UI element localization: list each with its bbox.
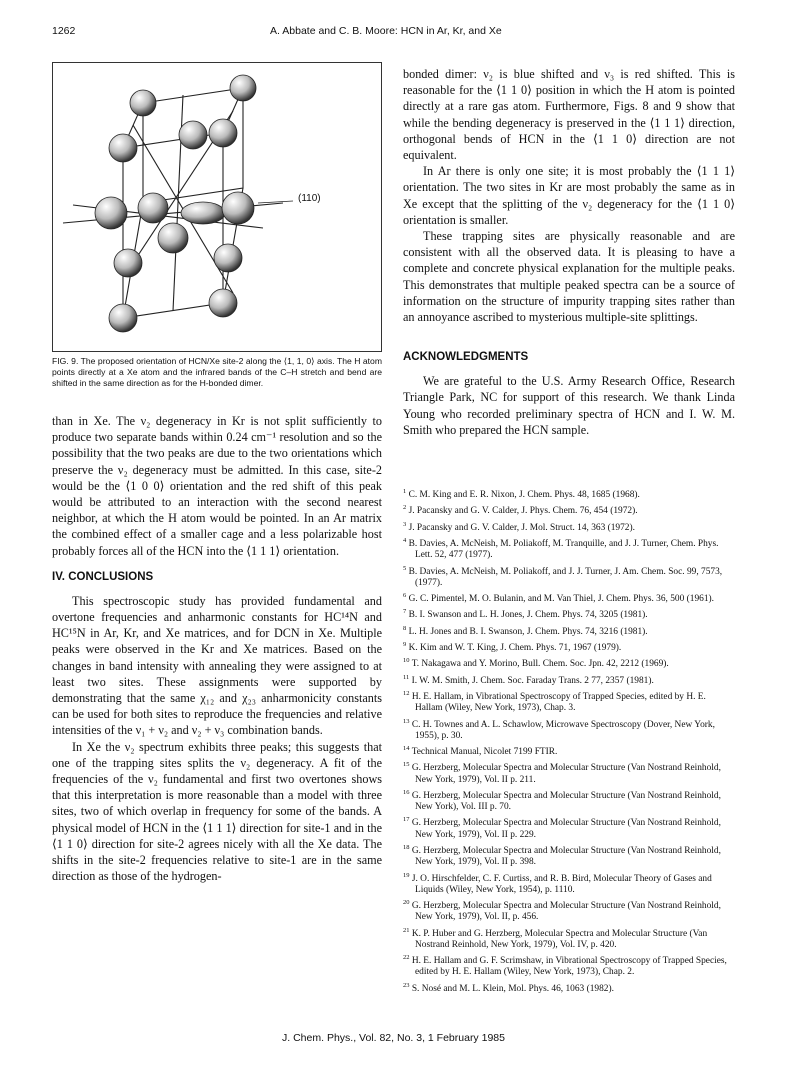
reference-text: K. P. Huber and G. Herzberg, Molecular Spectra and Molecular Structure (Van Nostrand Reinhold, New York, 1979), Vol. IV, p. 420.: [411, 928, 708, 950]
lattice-diagram: [53, 63, 383, 353]
page-number: 1262: [52, 25, 76, 37]
reference-number: 13: [403, 717, 410, 725]
figure-9: [52, 62, 382, 352]
reference-item: [403, 980, 735, 995]
reference-item: [403, 897, 735, 924]
section-heading-acknowledgments: ACKNOWLEDGMENTS: [403, 351, 529, 364]
reference-number: 11: [403, 673, 410, 681]
reference-text: J. O. Hirschfelder, C. F. Curtiss, and R. B. Bird, Molecular Theory of Gases and Liquids (Wiley, New York, 1954), p. 1110.: [411, 873, 712, 895]
reference-list: [403, 486, 735, 996]
reference-item: [403, 502, 735, 517]
reference-item: [403, 563, 735, 590]
left-paragraph-2: This spectroscopic study has provided fundamental and overtone frequencies and anharmonic constants for HC¹⁴N and HC¹⁵N in Ar, Kr, and Xe matrices, and for DCN in Xe. Multiple peaks were observed in the Kr and Xe matrices. Based on the changes in band intensity with annealing they were assigned to at least two sites. These assignments were supported by demonstrating that the same χ₁₂ and χ₂₃ anharmonicity constants can be used for both sites to reproduce the frequencies and relative intensities of the ν₁ + ν₂ and ν₂ + ν₃ combination bands.: [52, 593, 382, 738]
reference-number: 16: [403, 788, 410, 796]
acknowledgments-text: We are grateful to the U.S. Army Research Office, Research Triangle Park, NC for support of this research. We thank Linda Young who recorded preliminary spectra of HCN and I. W. M. Smith who prepared the HCN sample.: [403, 374, 735, 437]
reference-text: B. I. Swanson and L. H. Jones, J. Chem. Phys. 74, 3205 (1981).: [408, 610, 648, 621]
reference-number: 9: [403, 641, 407, 649]
reference-number: 19: [403, 871, 410, 879]
right-paragraph-1: bonded dimer: ν₂ is blue shifted and ν₃ is red shifted. This is reasonable for the ⟨1 1 0⟩ position in which the H atom is pointed directly at a rare gas atom. Furthermore, Figs. 8 and 9 show that while the bending degeneracy is preserved in the ⟨1 1 1⟩ direction, orthogonal bends of HCN in the ⟨1 1 0⟩ direction are not equivalent.: [403, 67, 735, 163]
reference-item: [403, 925, 735, 952]
left-paragraph-3: In Xe the ν₂ spectrum exhibits three peaks; this suggests that one of the trapping sites splits the ν₂ degeneracy. A fit of the frequencies of the ν₂ fundamental and first two overtones shows that this interpretation is more reasonable than a model with three sites, two of which overlap in frequency for some of the bands. A physical model of HCN in the ⟨1 1 1⟩ direction for site-1 and in the ⟨1 1 0⟩ direction for site-2 agrees nicely with all the Xe data. The shifts in the site-2 frequencies relative to site-1 are in the same direction as those of the hydrogen-: [52, 739, 382, 884]
reference-item: [403, 672, 735, 687]
reference-text: J. Pacansky and G. V. Calder, J. Mol. Struct. 14, 363 (1972).: [408, 522, 635, 533]
reference-item: [403, 870, 735, 897]
running-title: A. Abbate and C. B. Moore: HCN in Ar, Kr, and Xe: [270, 25, 502, 37]
left-paragraph-1: than in Xe. The ν₂ degeneracy in Kr is not split sufficiently to produce two separate bands within 0.24 cm⁻¹ resolution and so the possibility that the two peaks are due to the two orientations which preserve the ν₂ degeneracy must be admitted. In this case, site-2 would be the ⟨1 0 0⟩ orientation and the red shift of this peak would be attributed to an interaction with the second nearest neighbor, at which the H atom would be pointed. In an Ar matrix the combined effect of a smaller cage and a less polarizable host probably forces all of the HCN into the ⟨1 1 1⟩ orientation.: [52, 414, 382, 558]
reference-text: G. C. Pimentel, M. O. Bulanin, and M. Van Thiel, J. Chem. Phys. 36, 500 (1961).: [408, 594, 714, 605]
reference-number: 14: [403, 745, 410, 753]
reference-item: [403, 655, 735, 670]
reference-text: C. H. Townes and A. L. Schawlow, Microwave Spectroscopy (Dover, New York, 1955), p. 30.: [411, 719, 715, 741]
reference-text: K. Kim and W. T. King, J. Chem. Phys. 71, 1967 (1979).: [408, 643, 622, 654]
journal-footer: J. Chem. Phys., Vol. 82, No. 3, 1 February 1985: [282, 1032, 505, 1044]
reference-item: [403, 639, 735, 654]
reference-item: [403, 623, 735, 638]
right-paragraph-2: In Ar there is only one site; it is most probably the ⟨1 1 1⟩ orientation. The two sites in Kr are most probably the same as in Xe except that the splitting of the ν₂ degeneracy for the ⟨1 1 0⟩ orientation is smaller.: [403, 164, 735, 227]
reference-text: G. Herzberg, Molecular Spectra and Molecular Structure (Van Nostrand Reinhold, New York, 1979), Vol. II, p. 456.: [411, 901, 721, 923]
reference-number: 1: [403, 488, 407, 495]
reference-item: [403, 688, 735, 715]
reference-number: 21: [403, 926, 410, 934]
reference-text: I. W. M. Smith, J. Chem. Soc. Faraday Trans. 2 77, 2357 (1981).: [411, 675, 654, 686]
reference-item: [403, 606, 735, 621]
reference-number: 20: [403, 899, 410, 907]
reference-text: Technical Manual, Nicolet 7199 FTIR.: [411, 747, 558, 758]
reference-number: 7: [403, 608, 407, 616]
figure-caption: FIG. 9. The proposed orientation of HCN/Xe site-2 along the ⟨1, 1, 0⟩ axis. The H atom points directly at a Xe atom and the infrared bands of the C–H stretch and bend are shifted in the same direction as for the H-bonded dimer.: [52, 356, 382, 388]
reference-number: 12: [403, 690, 410, 698]
reference-number: 15: [403, 761, 410, 769]
reference-number: 23: [403, 981, 410, 989]
reference-item: [403, 842, 735, 869]
reference-text: G. Herzberg, Molecular Spectra and Molecular Structure (Van Nostrand Reinhold, New York, 1979), Vol. II p. 229.: [411, 818, 721, 840]
left-column: [52, 413, 382, 884]
reference-number: 22: [403, 954, 410, 962]
reference-number: 8: [403, 624, 407, 632]
reference-item: [403, 716, 735, 743]
reference-number: 18: [403, 844, 410, 851]
reference-text: G. Herzberg, Molecular Spectra and Molecular Structure (Van Nostrand Reinhold, New York, 1979), Vol. II p. 211.: [411, 763, 721, 785]
section-heading-conclusions: IV. CONCLUSIONS: [52, 570, 154, 583]
reference-text: S. Nosé and M. L. Klein, Mol. Phys. 46, 1063 (1982).: [411, 983, 614, 994]
reference-item: [403, 519, 735, 534]
reference-text: T. Nakagawa and Y. Morino, Bull. Chem. Soc. Jpn. 42, 2212 (1969).: [411, 659, 669, 670]
reference-text: C. M. King and E. R. Nixon, J. Chem. Phys. 48, 1685 (1968).: [408, 490, 640, 501]
reference-item: [403, 590, 735, 605]
reference-number: 10: [403, 657, 410, 665]
reference-number: 3: [403, 520, 407, 528]
reference-text: H. E. Hallam and G. F. Scrimshaw, in Vibrational Spectroscopy of Trapped Species, edited by H. E. Hallam (Wiley, New York, 1973), Chap. 2.: [411, 956, 727, 978]
reference-item: [403, 787, 735, 814]
reference-text: L. H. Jones and B. I. Swanson, J. Chem. Phys. 74, 3216 (1981).: [408, 626, 648, 637]
reference-number: 6: [403, 592, 407, 600]
right-paragraph-3: These trapping sites are physically reasonable and are consistent with all the observed data. It is pleasing to have a complete and concrete physical explanation for the multiple peaks. This demonstrates that multiple peaked spectra can be a source of information on the structure of impurity trapping sites rather than an annoyance ascribed to mysterious multiple-site splittings.: [403, 229, 735, 325]
reference-text: H. E. Hallam, in Vibrational Spectroscopy of Trapped Species, edited by H. E. Hallam (Wiley, New York, 1973), Chap. 3.: [411, 692, 706, 714]
figure-axis-label: (110): [298, 193, 321, 204]
reference-item: [403, 814, 735, 841]
reference-item: [403, 535, 735, 562]
reference-number: 5: [403, 564, 407, 572]
reference-text: G. Herzberg, Molecular Spectra and Molecular Structure (Van Nostrand Reinhold, New York), Vol. III p. 70.: [411, 791, 721, 813]
reference-number: 4: [403, 536, 407, 544]
right-column: [403, 66, 735, 438]
reference-text: B. Davies, A. McNeish, M. Poliakoff, and J. J. Turner, J. Am. Chem. Soc. 99, 7573, (1977).: [408, 566, 723, 588]
reference-number: 17: [403, 816, 410, 824]
reference-text: B. Davies, A. McNeish, M. Poliakoff, M. Tranquille, and J. J. Turner, Chem. Phys. Lett. 52, 477 (1977).: [408, 539, 719, 561]
reference-item: [403, 952, 735, 979]
reference-item: [403, 743, 735, 758]
reference-text: J. Pacansky and G. V. Calder, J. Phys. Chem. 76, 454 (1972).: [408, 506, 638, 517]
reference-text: G. Herzberg, Molecular Spectra and Molecular Structure (Van Nostrand Reinhold, New York, 1979), Vol. II p. 398.: [411, 846, 721, 868]
reference-number: 2: [403, 504, 407, 512]
reference-item: [403, 759, 735, 786]
reference-item: [403, 486, 735, 501]
